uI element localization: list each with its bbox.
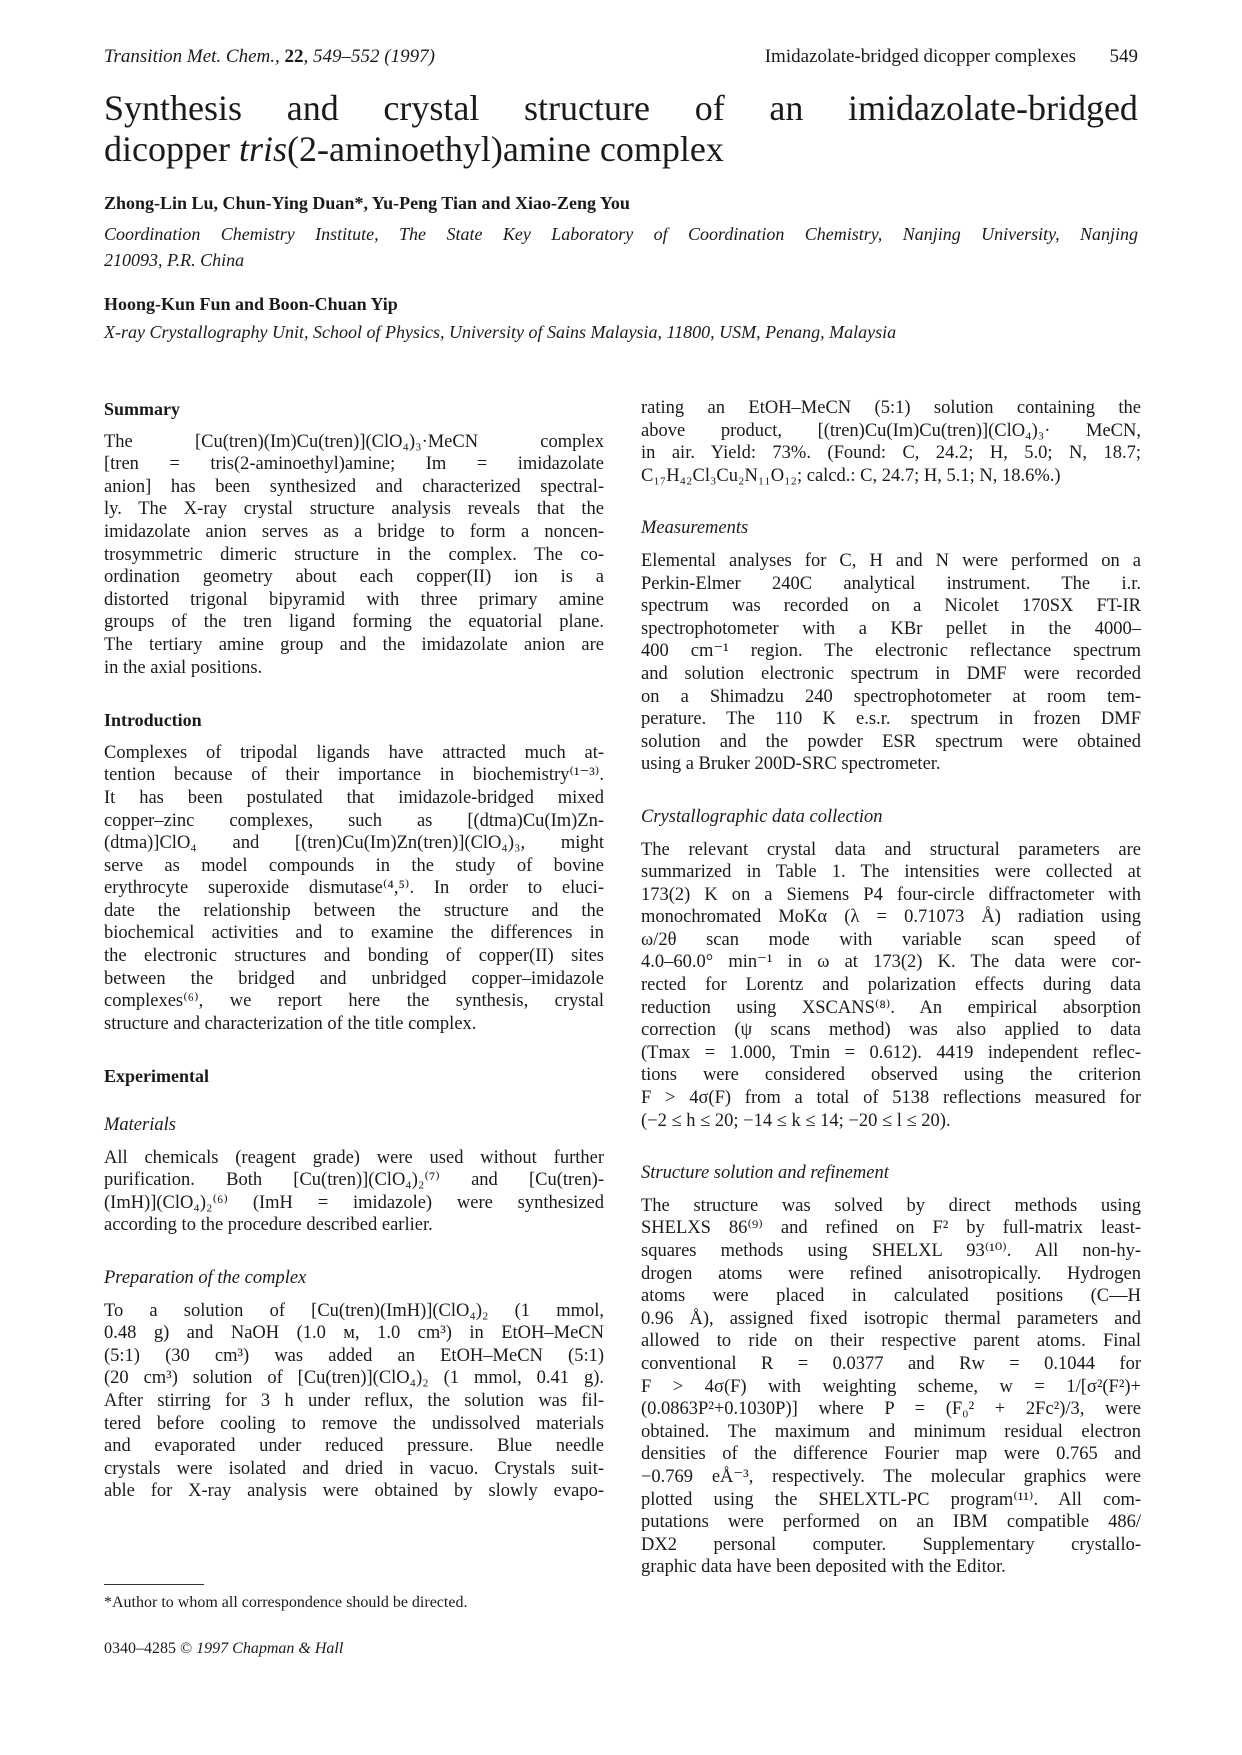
text-line: complexes⁽⁶⁾, we report here the synthesis, crystal [104,991,604,1012]
text-line: solution and the powder ESR spectrum were obtained [641,731,1141,752]
author-list-2: Hoong-Kun Fun and Boon-Chuan Yip [104,294,398,314]
title-word: an [769,88,804,128]
text-line: It has been postulated that imidazole-bridged mixed [104,787,604,808]
text-line: ly. The X-ray crystal structure analysis reveals that the [104,499,604,520]
text-line: imidazolate anion serves as a bridge to form a noncen- [104,521,604,542]
text-line: tered before cooling to remove the undissolved materials [104,1413,604,1434]
text-line: Elemental analyses for C, H and N were performed on a [641,550,1141,571]
text-line: purification. Both [Cu(tren)](ClO₄)₂⁽⁷⁾ and [Cu(tren)- [104,1170,604,1191]
text-line: squares methods using SHELXL 93⁽¹⁰⁾. All non-hy- [641,1241,1141,1261]
text-line: and evaporated under reduced pressure. Blue needle [104,1436,604,1457]
text-line: The structure was solved by direct methods using [641,1195,1141,1216]
text-line: F > 4σ(F) with weighting scheme, w = 1/[σ²(F²)+ [641,1376,1141,1397]
text-line: 400 cm⁻¹ region. The electronic reflectance spectrum [641,641,1141,662]
paper-title [104,88,1138,170]
text-line: rected for Lorentz and polarization effects during data [641,975,1141,996]
text-line: (Tmax = 1.000, Tmin = 0.612). 4419 independent reflec- [641,1042,1141,1063]
text-line: plotted using the SHELXTL-PC program⁽¹¹⁾. All com- [641,1489,1141,1510]
text-line: and solution electronic spectrum in DMF were recorded [641,663,1141,684]
title-word: of [694,88,725,128]
crystallographic-heading: Crystallographic data collection [641,806,883,827]
introduction-heading: Introduction [104,710,202,731]
text-line: perature. The 110 K e.s.r. spectrum in frozen DMF [641,709,1141,730]
text-line: (5:1) (30 cm³) was added an EtOH–MeCN (5:1) [104,1345,604,1366]
crystallographic-paragraph: The relevant crystal data and structural parameters are summarized in Table 1. The intensities were collected at 173(2) K on a Siemens P4 four-circle diffractometer with monochromated MoKα (λ = 0.71073 Å) radiation using ω/2θ scan mode with variable scan speed of 4.0–60.0° min⁻¹ in ω at 173(2) K. The data were cor- rected for Lorentz and polarization effects during data reduction using XSCANS⁽⁸⁾. An empirical absorption correction (ψ scans method) was also applied to data (Tmax = 1.000, Tmin = 0.612). 4419 independent reflec- tions were considered observed using the criterion F > 4σ(F) from a total of 5138 reflections measured for (−2 ≤ h ≤ 20; −14 ≤ k ≤ 14; −20 ≤ l ≤ 20). [641,839,1141,1131]
copyright-imprint: 0340–4285 © 1997 Chapman & Hall [104,1640,344,1657]
affiliation-1: Coordination Chemistry Institute, The State Key Laboratory of Coordination Chemistry, Nanjing University, Nanjing 210093, P.R. China [104,224,1138,270]
introduction-paragraph: Complexes of tripodal ligands have attracted much at- tention because of their importance in biochemistry⁽¹⁻³⁾. It has been postulated that imidazole-bridged mixed copper–zinc complexes, such as [(dtma)Cu(Im)Zn- (dtma)]ClO₄ and [(tren)Cu(Im)Zn(tren)](ClO₄)₃, might serve as model compounds in the study of bovine erythrocyte superoxide dismutase⁽⁴,⁵⁾. In order to eluci- date the relationship between the structure and the biochemical activities and to examine the differences in the electronic structures and bonding of copper(II) sites between the bridged and unbridged copper–imidazole complexes⁽⁶⁾, we report here the synthesis, crystal structure and characterization of the title complex. [104,742,604,1034]
title-line-2: dicopper tris(2-aminoethyl)amine complex [104,129,724,169]
summary-paragraph: The [Cu(tren)(Im)Cu(tren)](ClO₄)₃·MeCN complex [tren = tris(2-aminoethyl)amine; Im = imidazolate anion] has been synthesized and characterized spectral- ly. The X-ray crystal structure analysis reveals that the imidazolate anion serves as a bridge to form a noncen- trosymmetric dimeric structure in the complex. The co- ordination geometry about each copper(II) ion is a distorted trigonal bipyramid with three primary amine groups of the tren ligand forming the equatorial plane. The tertiary amine group and the imidazolate anion are in the axial positions. [104,431,604,678]
text-line: F > 4σ(F) from a total of 5138 reflections measured for [641,1088,1141,1109]
text-line: [tren = tris(2-aminoethyl)amine; Im = imidazolate [104,454,604,475]
text-line: tions were considered observed using the criterion [641,1065,1141,1086]
footnote-rule [104,1584,204,1585]
text-line: spectrophotometer with a KBr pellet in the 4000– [641,618,1141,639]
text-line: All chemicals (reagent grade) were used without further [104,1147,604,1168]
text-line: spectrum was recorded on a Nicolet 170SX FT-IR [641,596,1141,617]
experimental-heading: Experimental [104,1066,209,1087]
affiliation-2: X-ray Crystallography Unit, School of Physics, University of Sains Malaysia, 11800, USM, Penang, Malaysia [104,322,897,342]
text-line: date the relationship between the structure and the [104,900,604,921]
title-line-1 [104,88,1138,129]
text-line: The relevant crystal data and structural parameters are [641,839,1141,860]
text-line: (0.0863P²+0.1030P)] where P = (F₀² + 2Fc²)/3, were [641,1399,1141,1420]
left-column [104,398,604,1503]
text-line: monochromated MoKα (λ = 0.71073 Å) radiation using [641,907,1141,928]
measurements-paragraph: Elemental analyses for C, H and N were performed on a Perkin-Elmer 240C analytical instrument. The i.r. spectrum was recorded on a Nicolet 170SX FT-IR spectrophotometer with a KBr pellet in the 4000– 400 cm⁻¹ region. The electronic reflectance spectrum and solution electronic spectrum in DMF were recorded on a Shimadzu 240 spectrophotometer at room tem- perature. The 110 K e.s.r. spectrum in frozen DMF solution and the powder ESR spectrum were obtained using a Bruker 200D-SRC spectrometer. [641,550,1141,775]
page-number: 549 [1109,46,1138,67]
text-line: summarized in Table 1. The intensities were collected at [641,862,1141,883]
text-line: The tertiary amine group and the imidazolate anion are [104,634,604,655]
title-word: structure [524,88,650,128]
refinement-paragraph: The structure was solved by direct methods using SHELXS 86⁽⁹⁾ and refined on F² by full-matrix least- squares methods using SHELXL 93⁽¹⁰⁾. All non-hy- drogen atoms were refined anisotropically. Hydrogen atoms were placed in calculated positions (C—H 0.96 Å), assigned fixed isotropic thermal parameters and allowed to ride on their respective parent atoms. Final conventional R = 0.0377 and Rw = 0.1044 for F > 4σ(F) with weighting scheme, w = 1/[σ²(F²)+ (0.0863P²+0.1030P)] where P = (F₀² + 2Fc²)/3, were obtained. The maximum and minimum residual electron densities of the difference Fourier map were 0.765 and −0.769 eÅ⁻³, respectively. The molecular graphics were plotted using the SHELXTL-PC program⁽¹¹⁾. All com- putations were performed on an IBM compatible 486/ DX2 personal computer. Supplementary crystallo- graphic data have been deposited with the Editor. [641,1195,1141,1578]
text-line: drogen atoms were refined anisotropically. Hydrogen [641,1263,1141,1284]
text-line: After stirring for 3 h under reflux, the solution was fil- [104,1390,604,1411]
text-line: 4.0–60.0° min⁻¹ in ω at 173(2) K. The data were cor- [641,952,1141,973]
text-line: between the bridged and unbridged copper–imidazole [104,968,604,989]
text-line: trosymmetric dimeric structure in the complex. The co- [104,544,604,565]
journal-citation: Transition Met. Chem., 22, 549–552 (1997) [104,46,435,67]
text-line: allowed to ride on their respective parent atoms. Final [641,1331,1141,1352]
preparation-continued: rating an EtOH–MeCN (5:1) solution containing the above product, [(tren)Cu(Im)Cu(tren)](ClO₄)₃· MeCN, in air. Yield: 73%. (Found: C, 24.2; H, 5.0; N, 18.7; C₁₇H₄₂Cl₃Cu₂N₁₁O₁₂; calcd.: C, 24.7; H, 5.1; N, 18.6%.) [641,398,1141,486]
text-line: crystals were isolated and dried in vacuo. Crystals suit- [104,1458,604,1479]
materials-paragraph: All chemicals (reagent grade) were used without further purification. Both [Cu(tren)](ClO₄)₂⁽⁷⁾ and [Cu(tren)- (ImH)](ClO₄)₂⁽⁶⁾ (ImH = imidazole) were synthesized according to the procedure described earlier. [104,1147,604,1236]
title-word: and [286,88,339,128]
text-line: −0.769 eÅ⁻³, respectively. The molecular graphics were [641,1466,1141,1487]
text-line: The [Cu(tren)(Im)Cu(tren)](ClO₄)₃·MeCN complex [104,431,604,452]
text-line: (dtma)]ClO₄ and [(tren)Cu(Im)Zn(tren)](ClO₄)₃, might [104,833,604,854]
preparation-heading: Preparation of the complex [104,1268,307,1288]
title-word: crystal [383,88,480,128]
text-line: distorted trigonal bipyramid with three primary amine [104,589,604,610]
text-line: 0.96 Å), assigned fixed isotropic thermal parameters and [641,1308,1141,1329]
summary-heading: Summary [104,399,180,419]
text-line: SHELXS 86⁽⁹⁾ and refined on F² by full-matrix least- [641,1218,1141,1239]
author-list-1: Zhong-Lin Lu, Chun-Ying Duan*, Yu-Peng Tian and Xiao-Zeng You [104,193,630,213]
text-line: biochemical activities and to examine the differences in [104,923,604,944]
corresponding-author-footnote: *Author to whom all correspondence should be directed. [104,1594,468,1611]
text-line: densities of the difference Fourier map were 0.765 and [641,1444,1141,1465]
text-line: erythrocyte superoxide dismutase⁽⁴,⁵⁾. In order to eluci- [104,878,604,899]
text-line: ordination geometry about each copper(II) ion is a [104,567,604,588]
title-word: imidazolate-bridged [848,88,1138,128]
running-head [104,46,1138,72]
text-line: obtained. The maximum and minimum residual electron [641,1421,1141,1442]
text-line: tention because of their importance in biochemistry⁽¹⁻³⁾. [104,765,604,786]
right-column [641,397,1141,1579]
text-line: Complexes of tripodal ligands have attracted much at- [104,742,604,763]
text-line: 0.48 g) and NaOH (1.0 ᴍ, 1.0 cm³) in EtOH–MeCN [104,1323,604,1344]
text-line: 173(2) K on a Siemens P4 four-circle diffractometer with [641,884,1141,905]
refinement-heading: Structure solution and refinement [641,1163,889,1184]
text-line: on a Shimadzu 240 spectrophotometer at room tem- [641,686,1141,707]
text-line: (20 cm³) solution of [Cu(tren)](ClO₄)₂ (1 mmol, 0.41 g). [104,1368,604,1389]
text-line: To a solution of [Cu(tren)(ImH)](ClO₄)₂ (1 mmol, [104,1300,604,1321]
title-word: Synthesis [104,88,243,128]
text-line: in air. Yield: 73%. (Found: C, 24.2; H, 5.0; N, 18.7; [641,443,1141,464]
text-line: able for X-ray analysis were obtained by slowly evapo- [104,1481,604,1502]
text-line: putations were performed on an IBM compatible 486/ [641,1512,1141,1533]
text-line: ω/2θ scan mode with variable scan speed of [641,929,1141,950]
text-line: above product, [(tren)Cu(Im)Cu(tren)](ClO₄)₃· MeCN, [641,420,1141,441]
text-line: conventional R = 0.0377 and Rw = 0.1044 for [641,1353,1141,1374]
text-line: DX2 personal computer. Supplementary crystallo- [641,1534,1141,1555]
text-line: reduction using XSCANS⁽⁸⁾. An empirical absorption [641,997,1141,1018]
text-line: anion] has been synthesized and characterized spectral- [104,476,604,497]
text-line: atoms were placed in calculated positions (C—H [641,1286,1141,1307]
text-line: rating an EtOH–MeCN (5:1) solution containing the [641,398,1141,418]
text-line: copper–zinc complexes, such as [(dtma)Cu(Im)Zn- [104,810,604,831]
text-line: the electronic structures and bonding of copper(II) sites [104,946,604,967]
preparation-paragraph [104,1300,604,1503]
text-line: groups of the tren ligand forming the equatorial plane. [104,612,604,633]
text-line: serve as model compounds in the study of bovine [104,855,604,876]
text-line: Perkin-Elmer 240C analytical instrument. The i.r. [641,573,1141,594]
text-line: correction (ψ scans method) was also applied to data [641,1020,1141,1041]
measurements-heading: Measurements [641,518,749,539]
materials-heading: Materials [104,1115,176,1136]
running-title: Imidazolate-bridged dicopper complexes [764,46,1076,67]
